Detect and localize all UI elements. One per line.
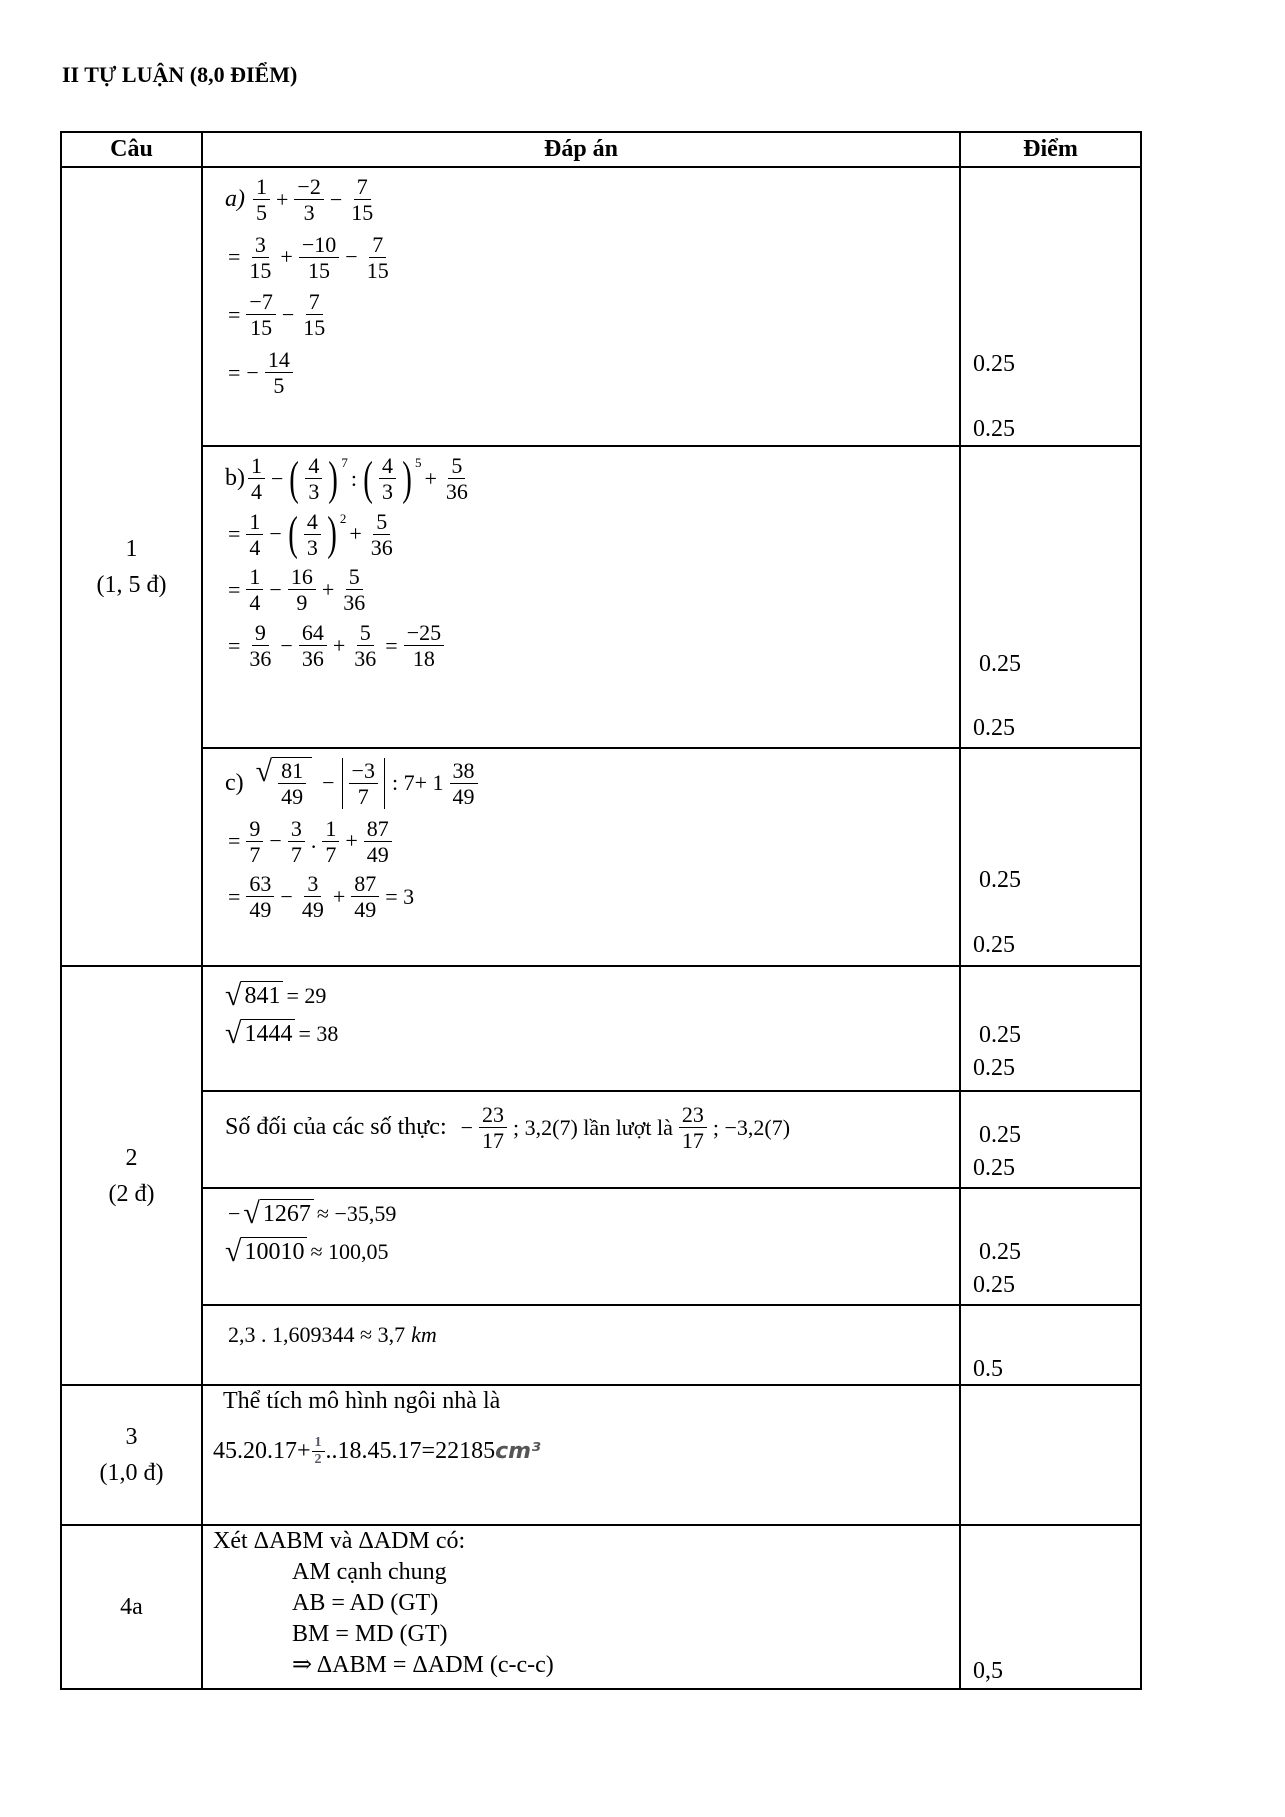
q3-line1: Thể tích mô hình ngôi nhà là	[223, 1388, 501, 1414]
q1c-point-1: 0.25	[979, 867, 1021, 893]
q2-r1-solution: √ 841 = 29 √ 1444 = 38	[202, 966, 960, 1091]
q1b-label: b)	[225, 465, 245, 492]
table-row	[61, 1091, 1141, 1188]
q4a-line5: ⇒ ΔABM = ΔADM (c-c-c)	[292, 1652, 554, 1678]
q2-r2-text: Số đối của các số thực:	[225, 1114, 447, 1141]
q2-r2-point-2: 0.25	[973, 1155, 1015, 1181]
q2-r3-point-2: 0.25	[973, 1272, 1015, 1298]
q4a-line1: Xét ΔABM và ΔADM có:	[213, 1528, 466, 1554]
question-2-label: 2	[125, 1144, 138, 1171]
q2-r1-point-1: 0.25	[979, 1022, 1021, 1048]
q2-r3-point-1: 0.25	[979, 1239, 1021, 1265]
question-4a-cell	[61, 1525, 202, 1689]
q2-r4-unit: km	[411, 1322, 437, 1347]
q4a-line2: AM cạnh chung	[292, 1559, 447, 1585]
q2-r4-solution	[202, 1305, 960, 1385]
q3-line2b: ..18.45.17=22185	[325, 1438, 496, 1465]
question-2-sub: (2 đ)	[108, 1180, 155, 1207]
table-row	[61, 167, 1141, 446]
q1a-label: a)	[225, 186, 245, 213]
q1b-point-2: 0.25	[973, 715, 1015, 741]
q2-r3-solution: − √ 1267 ≈ −35,59 √ 10010 ≈ 100,05	[202, 1188, 960, 1305]
q2-r4-points-cell	[960, 1305, 1141, 1385]
header-points: Điểm	[960, 132, 1141, 167]
question-4a-label: 4a	[120, 1594, 143, 1620]
q4a-point: 0,5	[973, 1658, 1003, 1684]
q2-r3-points-cell	[960, 1188, 1141, 1305]
q1c-solution: c) √ $\frac{81}{49}$ − $\frac{-3}{7}$ : 7+ 1 $\frac{38}{49}$ = $\frac{9}{7}$ − $\frac{3}{7}$ . $\frac{1}{7}$ + $\frac{87}{49}$ = $\frac{63}{49}$ − $\frac{3}{49}$ + $\frac{87}{49}$ = 3	[202, 748, 960, 966]
answer-table	[60, 131, 1142, 1690]
question-1-label: 1	[125, 535, 138, 562]
q1a-point-2: 0.25	[973, 416, 1015, 442]
table-row	[61, 966, 1141, 1091]
q2-r2-points-cell	[960, 1091, 1141, 1188]
q1b-solution: b) $\frac{1}{4}$ − ( $\frac{4}{3}$ ) 7 : ( $\frac{4}{3}$ ) 5 + $\frac{5}{36}$ = $\frac{1}{4}$ − ( $\frac{4}{3}$ ) 2 + $\frac{5}{36}$ = $\frac{1}{4}$ − $\frac{16}{9}$ + $\frac{5}{36}$ = $\frac{9}{36}$ − $\frac{64}{36}$ + $\frac{5}{36}$ = $\frac{-25}{18}$	[202, 446, 960, 748]
q3-points-cell	[960, 1385, 1141, 1525]
q4a-line3: AB = AD (GT)	[292, 1590, 439, 1616]
q3-unit: cm³	[495, 1439, 541, 1465]
header-answer: Đáp án	[202, 132, 960, 167]
q2-r1-line2: = 38	[298, 1021, 339, 1046]
q2-r1-points-cell	[960, 966, 1141, 1091]
q2-r2-point-1: 0.25	[979, 1122, 1021, 1148]
q1c-label: c)	[225, 769, 244, 796]
q2-r2-mid: ; 3,2(7) lần lượt là	[513, 1114, 673, 1140]
q3-line2a: 45.20.17+	[213, 1438, 311, 1465]
q2-r2-solution: Số đối của các số thực: − $\frac{23}{17}$ ; 3,2(7) lần lượt là $\frac{23}{17}$ ; −3,2(7)	[202, 1091, 960, 1188]
section-heading: II TỰ LUẬN (8,0 ĐIỂM)	[62, 62, 298, 87]
q2-r4-point: 0.5	[973, 1356, 1003, 1382]
table-row	[61, 1525, 1141, 1689]
q1a-points-cell	[960, 167, 1141, 446]
question-3-label: 3	[125, 1424, 138, 1450]
question-3-cell	[61, 1385, 202, 1525]
q2-r1-point-2: 0.25	[973, 1055, 1015, 1081]
question-3-sub: (1,0 đ)	[99, 1460, 164, 1486]
q2-r1-line1: = 29	[286, 983, 327, 1008]
q4a-points-cell	[960, 1525, 1141, 1689]
q1b-points-cell	[960, 446, 1141, 748]
q2-r3-line1: ≈ −35,59	[316, 1201, 397, 1226]
q1c-points-cell	[960, 748, 1141, 966]
header-question: Câu	[61, 132, 202, 167]
table-header-row	[61, 132, 1141, 167]
q1a-solution: a) $\frac{1}{5}$ + $\frac{-2}{3}$ − $\frac{7}{15}$ = $\frac{3}{15}$ + $\frac{-10}{15}$ − $\frac{7}{15}$ = $\frac{-7}{15}$ − $\frac{7}{15}$ = − $\frac{14}{5}$	[202, 167, 960, 446]
table-row	[61, 1188, 1141, 1305]
question-1-sub: (1, 5 đ)	[96, 571, 167, 598]
question-1-cell	[61, 167, 202, 966]
question-2-cell	[61, 966, 202, 1385]
q4a-solution	[202, 1525, 960, 1689]
q1c-point-2: 0.25	[973, 932, 1015, 958]
table-row	[61, 1385, 1141, 1525]
q4a-line4: BM = MD (GT)	[292, 1621, 448, 1647]
q2-r2-end: ; −3,2(7)	[712, 1114, 791, 1140]
q1b-point-1: 0.25	[979, 651, 1021, 677]
q2-r3-line2: ≈ 100,05	[310, 1239, 389, 1264]
q2-r4-text: 2,3 . 1,609344 ≈ 3,7	[228, 1322, 406, 1347]
table-row	[61, 1305, 1141, 1385]
table-row	[61, 748, 1141, 966]
q3-solution: Thể tích mô hình ngôi nhà là 45.20.17+ $\frac{1}{2}$ ..18.45.17=22185 cm³	[202, 1385, 960, 1525]
table-row	[61, 446, 1141, 748]
q1a-point-1: 0.25	[973, 351, 1015, 377]
